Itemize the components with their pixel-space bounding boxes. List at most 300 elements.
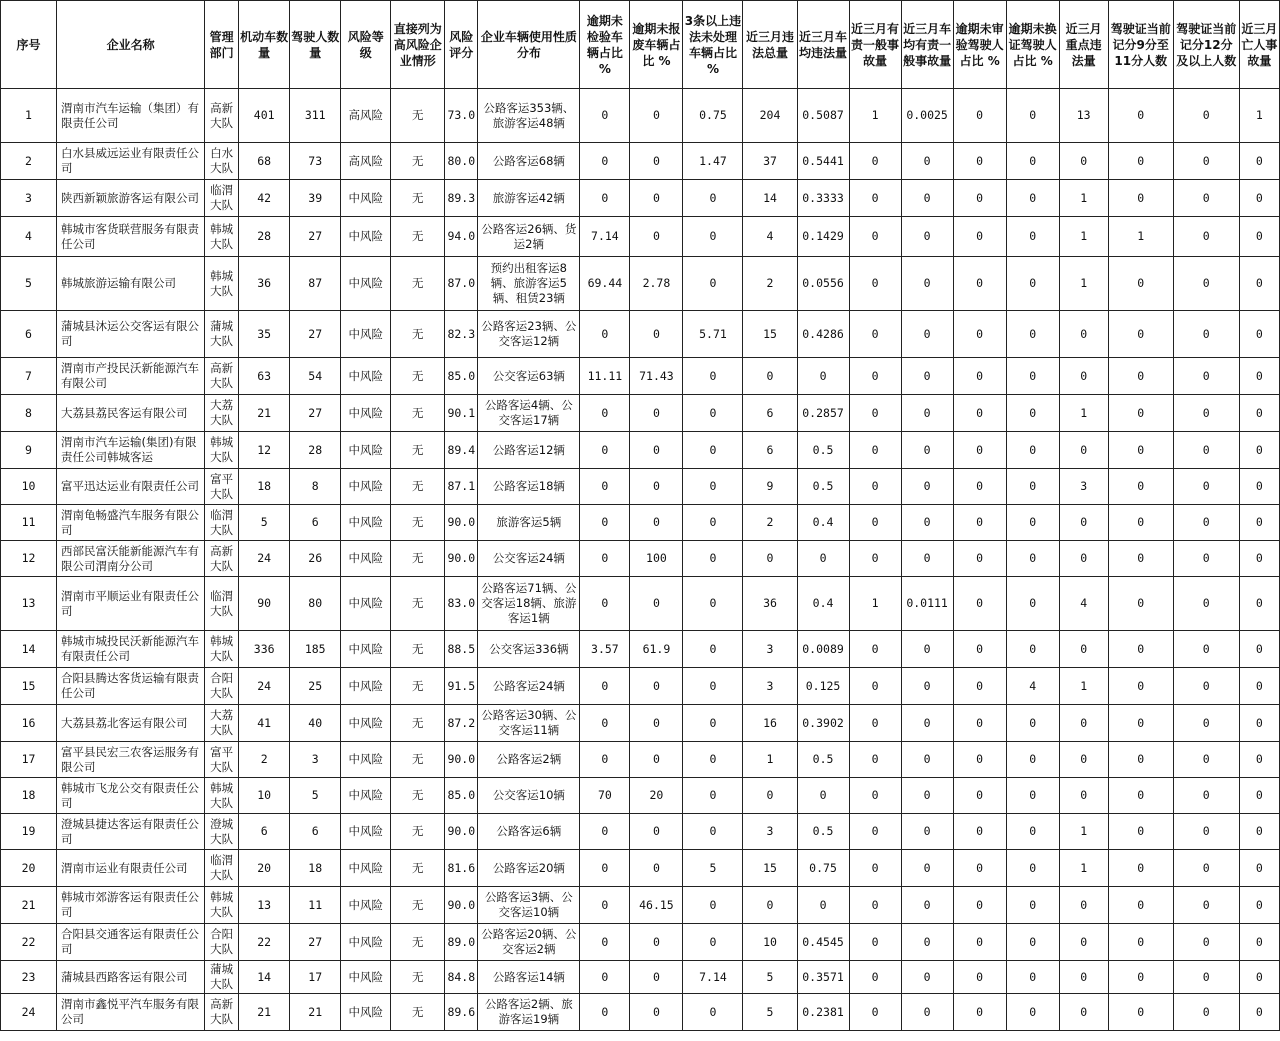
table-cell: 0 <box>1173 395 1239 432</box>
table-cell: 0 <box>1006 432 1059 469</box>
table-cell: 1 <box>1059 668 1108 705</box>
table-cell: 公路客运24辆 <box>478 668 580 705</box>
table-cell: 0 <box>849 505 901 541</box>
table-cell: 0.5 <box>797 432 849 469</box>
table-cell: 0 <box>630 705 683 742</box>
table-cell: 中风险 <box>341 358 391 395</box>
table-cell: 0 <box>901 432 953 469</box>
table-cell: 0 <box>901 924 953 961</box>
table-row <box>1 814 1280 850</box>
table-cell: 0 <box>901 395 953 432</box>
table-cell: 37 <box>743 143 797 180</box>
table-row <box>1 961 1280 994</box>
table-cell: 大荔大队 <box>205 395 239 432</box>
table-cell: 0 <box>630 469 683 505</box>
table-cell: 0 <box>901 143 953 180</box>
table-cell: 澄城大队 <box>205 814 239 850</box>
table-cell: 0 <box>580 180 630 217</box>
table-cell: 0 <box>1059 778 1108 814</box>
table-cell: 富平大队 <box>205 469 239 505</box>
table-cell: 0 <box>1239 180 1279 217</box>
table-row <box>1 705 1280 742</box>
table-cell: 10 <box>743 924 797 961</box>
table-cell: 0 <box>1006 778 1059 814</box>
table-cell: 5.71 <box>683 311 743 358</box>
table-cell: 中风险 <box>341 541 391 577</box>
table-cell: 临渭大队 <box>205 180 239 217</box>
table-cell: 无 <box>391 924 445 961</box>
table-cell: 渭南市运业有限责任公司 <box>57 850 205 887</box>
table-cell: 韩城大队 <box>205 217 239 257</box>
table-cell: 6 <box>743 432 797 469</box>
column-header: 近三月违法总量 <box>743 1 797 89</box>
table-cell: 公路客运2辆、旅游客运19辆 <box>478 994 580 1031</box>
table-cell: 临渭大队 <box>205 850 239 887</box>
table-cell: 大荔县荔民客运有限公司 <box>57 395 205 432</box>
table-cell: 4 <box>1059 577 1108 631</box>
table-cell: 0 <box>1173 961 1239 994</box>
table-cell: 5 <box>1 257 57 311</box>
table-cell: 0 <box>630 577 683 631</box>
table-cell: 0 <box>1059 358 1108 395</box>
table-cell: 0.3571 <box>797 961 849 994</box>
table-cell: 0.1429 <box>797 217 849 257</box>
table-cell: 公路客运353辆、旅游客运48辆 <box>478 89 580 143</box>
table-cell: 27 <box>290 924 341 961</box>
table-cell: 4 <box>1006 668 1059 705</box>
table-cell: 35 <box>239 311 290 358</box>
table-cell: 大荔县荔北客运有限公司 <box>57 705 205 742</box>
table-cell: 0 <box>580 541 630 577</box>
table-cell: 6 <box>290 505 341 541</box>
table-cell: 0 <box>901 850 953 887</box>
table-cell: 0 <box>953 143 1006 180</box>
table-cell: 0 <box>1173 814 1239 850</box>
table-cell: 0 <box>1173 924 1239 961</box>
column-header: 序号 <box>1 1 57 89</box>
table-cell: 0 <box>1059 994 1108 1031</box>
table-cell: 61.9 <box>630 631 683 668</box>
table-cell: 中风险 <box>341 994 391 1031</box>
table-cell: 0 <box>683 814 743 850</box>
table-cell: 0 <box>953 924 1006 961</box>
table-cell: 0 <box>683 358 743 395</box>
table-cell: 渭南市汽车运输（集团）有限责任公司 <box>57 89 205 143</box>
table-cell: 1 <box>743 742 797 778</box>
table-cell: 0 <box>683 924 743 961</box>
table-cell: 0 <box>901 180 953 217</box>
table-cell: 0.0556 <box>797 257 849 311</box>
table-cell: 0 <box>1006 358 1059 395</box>
table-cell: 0 <box>901 994 953 1031</box>
table-cell: 0 <box>1006 814 1059 850</box>
table-cell: 0 <box>901 814 953 850</box>
table-cell: 0 <box>953 469 1006 505</box>
table-cell: 70 <box>580 778 630 814</box>
table-cell: 旅游客运5辆 <box>478 505 580 541</box>
table-cell: 0 <box>901 358 953 395</box>
table-cell: 82.3 <box>445 311 478 358</box>
table-cell: 0 <box>580 668 630 705</box>
table-cell: 0 <box>797 887 849 924</box>
table-cell: 0 <box>1108 994 1173 1031</box>
table-cell: 3 <box>290 742 341 778</box>
table-cell: 0 <box>901 541 953 577</box>
table-cell: 40 <box>290 705 341 742</box>
table-cell: 0 <box>743 358 797 395</box>
table-cell: 0 <box>580 705 630 742</box>
table-cell: 0 <box>683 631 743 668</box>
table-cell: 0 <box>1059 631 1108 668</box>
table-cell: 0 <box>1059 887 1108 924</box>
table-cell: 0 <box>901 311 953 358</box>
column-header: 风险等级 <box>341 1 391 89</box>
table-cell: 0 <box>1006 705 1059 742</box>
table-cell: 0 <box>683 432 743 469</box>
table-cell: 0 <box>1108 850 1173 887</box>
column-header: 风险评分 <box>445 1 478 89</box>
column-header: 近三月重点违法量 <box>1059 1 1108 89</box>
table-cell: 无 <box>391 705 445 742</box>
table-cell: 7.14 <box>580 217 630 257</box>
table-cell: 0 <box>580 469 630 505</box>
table-cell: 0 <box>580 814 630 850</box>
table-cell: 0 <box>1006 469 1059 505</box>
table-cell: 中风险 <box>341 577 391 631</box>
table-cell: 0 <box>953 887 1006 924</box>
table-cell: 2 <box>743 505 797 541</box>
table-cell: 无 <box>391 887 445 924</box>
table-cell: 0 <box>953 631 1006 668</box>
table-cell: 13 <box>1059 89 1108 143</box>
table-cell: 0.0025 <box>901 89 953 143</box>
table-cell: 85.0 <box>445 778 478 814</box>
table-cell: 公路客运3辆、公交客运10辆 <box>478 887 580 924</box>
table-row <box>1 742 1280 778</box>
table-cell: 0 <box>630 924 683 961</box>
table-cell: 0 <box>849 257 901 311</box>
table-cell: 蒲城大队 <box>205 311 239 358</box>
table-cell: 0 <box>683 887 743 924</box>
table-cell: 0 <box>1239 924 1279 961</box>
table-cell: 0 <box>1006 631 1059 668</box>
table-cell: 0 <box>1108 961 1173 994</box>
table-cell: 高风险 <box>341 143 391 180</box>
table-cell: 公路客运30辆、公交客运11辆 <box>478 705 580 742</box>
table-cell: 合阳大队 <box>205 668 239 705</box>
table-cell: 高风险 <box>341 89 391 143</box>
table-cell: 无 <box>391 89 445 143</box>
table-cell: 39 <box>290 180 341 217</box>
table-cell: 5 <box>743 961 797 994</box>
table-cell: 0 <box>1006 180 1059 217</box>
table-row <box>1 395 1280 432</box>
table-row <box>1 850 1280 887</box>
table-cell: 陕西新颖旅游客运有限公司 <box>57 180 205 217</box>
table-cell: 0 <box>1108 257 1173 311</box>
table-cell: 0 <box>849 395 901 432</box>
table-cell: 0 <box>953 577 1006 631</box>
table-cell: 0 <box>1108 924 1173 961</box>
table-cell: 0 <box>683 705 743 742</box>
table-cell: 0 <box>1173 778 1239 814</box>
table-cell: 15 <box>743 850 797 887</box>
table-cell: 0 <box>1059 705 1108 742</box>
table-row <box>1 541 1280 577</box>
table-cell: 0 <box>630 432 683 469</box>
table-cell: 韩城市城投民沃新能源汽车有限责任公司 <box>57 631 205 668</box>
table-cell: 0 <box>683 469 743 505</box>
table-cell: 11 <box>1 505 57 541</box>
table-cell: 89.6 <box>445 994 478 1031</box>
table-cell: 公交客运336辆 <box>478 631 580 668</box>
table-cell: 14 <box>239 961 290 994</box>
table-cell: 401 <box>239 89 290 143</box>
table-cell: 0 <box>743 541 797 577</box>
table-cell: 0.5 <box>797 742 849 778</box>
table-cell: 无 <box>391 469 445 505</box>
table-cell: 0 <box>630 850 683 887</box>
table-cell: 24 <box>239 541 290 577</box>
table-cell: 1 <box>849 577 901 631</box>
table-cell: 无 <box>391 631 445 668</box>
table-cell: 0 <box>580 924 630 961</box>
table-body <box>1 89 1280 1031</box>
table-cell: 0 <box>1108 705 1173 742</box>
table-cell: 0 <box>1006 395 1059 432</box>
table-cell: 0 <box>1108 89 1173 143</box>
table-cell: 中风险 <box>341 742 391 778</box>
table-cell: 1 <box>849 89 901 143</box>
table-cell: 公路客运20辆 <box>478 850 580 887</box>
table-cell: 0 <box>1239 705 1279 742</box>
table-cell: 0 <box>1108 469 1173 505</box>
table-cell: 韩城旅游运输有限公司 <box>57 257 205 311</box>
table-cell: 0 <box>849 180 901 217</box>
table-cell: 0 <box>580 505 630 541</box>
table-cell: 0 <box>580 994 630 1031</box>
table-cell: 0 <box>1173 469 1239 505</box>
table-cell: 24 <box>1 994 57 1031</box>
table-row <box>1 180 1280 217</box>
table-cell: 中风险 <box>341 924 391 961</box>
table-cell: 7 <box>1 358 57 395</box>
table-cell: 0 <box>849 994 901 1031</box>
table-cell: 1 <box>1059 257 1108 311</box>
table-cell: 100 <box>630 541 683 577</box>
table-cell: 0 <box>1059 505 1108 541</box>
table-row <box>1 143 1280 180</box>
table-cell: 公路客运26辆、货运2辆 <box>478 217 580 257</box>
table-cell: 1 <box>1239 89 1279 143</box>
table-cell: 28 <box>239 217 290 257</box>
table-cell: 0 <box>683 505 743 541</box>
table-cell: 0 <box>953 311 1006 358</box>
table-cell: 0 <box>683 577 743 631</box>
table-cell: 临渭大队 <box>205 505 239 541</box>
table-cell: 0 <box>630 668 683 705</box>
table-cell: 中风险 <box>341 469 391 505</box>
table-cell: 0 <box>849 778 901 814</box>
table-cell: 0 <box>1108 887 1173 924</box>
table-cell: 中风险 <box>341 311 391 358</box>
column-header: 直接列为高风险企业情形 <box>391 1 445 89</box>
table-cell: 中风险 <box>341 850 391 887</box>
table-cell: 公路客运12辆 <box>478 432 580 469</box>
table-cell: 83.0 <box>445 577 478 631</box>
table-cell: 3 <box>743 631 797 668</box>
column-header: 机动车数量 <box>239 1 290 89</box>
table-cell: 中风险 <box>341 668 391 705</box>
table-cell: 0 <box>1006 143 1059 180</box>
table-cell: 3 <box>743 668 797 705</box>
table-cell: 0 <box>1239 541 1279 577</box>
table-cell: 16 <box>1 705 57 742</box>
table-cell: 1 <box>1108 217 1173 257</box>
table-cell: 21 <box>1 887 57 924</box>
table-cell: 0.4545 <box>797 924 849 961</box>
table-cell: 88.5 <box>445 631 478 668</box>
table-cell: 蒲城县西路客运有限公司 <box>57 961 205 994</box>
table-cell: 高新大队 <box>205 541 239 577</box>
table-cell: 90 <box>239 577 290 631</box>
table-cell: 韩城市客货联营服务有限责任公司 <box>57 217 205 257</box>
table-cell: 0 <box>849 887 901 924</box>
table-cell: 13 <box>239 887 290 924</box>
table-cell: 0 <box>797 778 849 814</box>
table-cell: 0 <box>953 217 1006 257</box>
table-cell: 0 <box>630 217 683 257</box>
table-cell: 54 <box>290 358 341 395</box>
table-cell: 0 <box>901 705 953 742</box>
table-cell: 19 <box>1 814 57 850</box>
table-cell: 高新大队 <box>205 358 239 395</box>
table-cell: 0 <box>901 961 953 994</box>
table-cell: 0 <box>1239 887 1279 924</box>
table-cell: 94.0 <box>445 217 478 257</box>
table-cell: 公路客运6辆 <box>478 814 580 850</box>
table-cell: 1 <box>1059 395 1108 432</box>
table-cell: 0 <box>1173 311 1239 358</box>
table-cell: 0 <box>953 668 1006 705</box>
table-cell: 澄城县捷达客运有限责任公司 <box>57 814 205 850</box>
table-cell: 20 <box>239 850 290 887</box>
table-cell: 渭南市平顺运业有限责任公司 <box>57 577 205 631</box>
table-cell: 2.78 <box>630 257 683 311</box>
table-cell: 26 <box>290 541 341 577</box>
table-cell: 韩城大队 <box>205 887 239 924</box>
table-cell: 6 <box>1 311 57 358</box>
table-cell: 27 <box>290 311 341 358</box>
table-cell: 0 <box>630 505 683 541</box>
table-cell: 3 <box>1059 469 1108 505</box>
table-cell: 中风险 <box>341 631 391 668</box>
table-cell: 0 <box>901 668 953 705</box>
table-cell: 22 <box>1 924 57 961</box>
table-cell: 0 <box>1173 432 1239 469</box>
table-cell: 36 <box>239 257 290 311</box>
table-cell: 0 <box>1239 432 1279 469</box>
table-cell: 公路客运14辆 <box>478 961 580 994</box>
table-cell: 9 <box>743 469 797 505</box>
table-cell: 0 <box>1059 961 1108 994</box>
table-cell: 11 <box>290 887 341 924</box>
table-cell: 0 <box>630 89 683 143</box>
table-cell: 71.43 <box>630 358 683 395</box>
table-cell: 0 <box>580 89 630 143</box>
table-cell: 0 <box>1108 577 1173 631</box>
table-cell: 0 <box>1239 395 1279 432</box>
table-cell: 0 <box>630 961 683 994</box>
table-cell: 0 <box>1059 311 1108 358</box>
column-header: 近三月有责一般事故量 <box>849 1 901 89</box>
table-cell: 韩城大队 <box>205 778 239 814</box>
table-cell: 0 <box>1239 505 1279 541</box>
table-cell: 0.75 <box>683 89 743 143</box>
table-row <box>1 778 1280 814</box>
table-cell: 204 <box>743 89 797 143</box>
table-cell: 6 <box>743 395 797 432</box>
column-header: 3条以上违法未处理车辆占比 % <box>683 1 743 89</box>
table-cell: 0 <box>1239 358 1279 395</box>
table-cell: 中风险 <box>341 180 391 217</box>
table-cell: 0 <box>953 505 1006 541</box>
table-cell: 0 <box>1006 541 1059 577</box>
table-cell: 0 <box>1173 180 1239 217</box>
table-cell: 68 <box>239 143 290 180</box>
table-cell: 0 <box>849 814 901 850</box>
table-cell: 0.0111 <box>901 577 953 631</box>
table-cell: 0.5 <box>797 469 849 505</box>
table-cell: 0 <box>1059 432 1108 469</box>
table-cell: 18 <box>290 850 341 887</box>
table-cell: 13 <box>1 577 57 631</box>
column-header: 驾驶证当前记分12分及以上人数 <box>1173 1 1239 89</box>
table-cell: 0 <box>683 994 743 1031</box>
table-cell: 韩城市飞龙公交有限责任公司 <box>57 778 205 814</box>
table-cell: 0 <box>849 850 901 887</box>
table-cell: 0 <box>1173 217 1239 257</box>
table-cell: 渭南市产投民沃新能源汽车有限公司 <box>57 358 205 395</box>
table-cell: 0 <box>1108 143 1173 180</box>
table-cell: 西部民富沃能新能源汽车有限公司渭南分公司 <box>57 541 205 577</box>
column-header: 逾期未报废车辆占比 % <box>630 1 683 89</box>
table-cell: 5 <box>683 850 743 887</box>
table-cell: 0 <box>1006 505 1059 541</box>
table-cell: 0 <box>953 432 1006 469</box>
table-cell: 0 <box>1006 311 1059 358</box>
table-cell: 1 <box>1059 850 1108 887</box>
table-cell: 27 <box>290 217 341 257</box>
table-cell: 0.3902 <box>797 705 849 742</box>
table-cell: 0 <box>1006 217 1059 257</box>
column-header: 逾期未审验驾驶人占比 % <box>953 1 1006 89</box>
column-header: 逾期未换证驾驶人占比 % <box>1006 1 1059 89</box>
table-cell: 0 <box>1006 924 1059 961</box>
table-cell: 0 <box>1108 311 1173 358</box>
table-cell: 21 <box>290 994 341 1031</box>
table-cell: 12 <box>1 541 57 577</box>
table-cell: 0 <box>630 994 683 1031</box>
table-cell: 0 <box>901 887 953 924</box>
table-cell: 富平迅达运业有限责任公司 <box>57 469 205 505</box>
table-cell: 0 <box>953 541 1006 577</box>
table-cell: 0 <box>1239 631 1279 668</box>
table-cell: 17 <box>1 742 57 778</box>
table-cell: 1 <box>1 89 57 143</box>
table-cell: 0 <box>953 89 1006 143</box>
table-cell: 15 <box>1 668 57 705</box>
